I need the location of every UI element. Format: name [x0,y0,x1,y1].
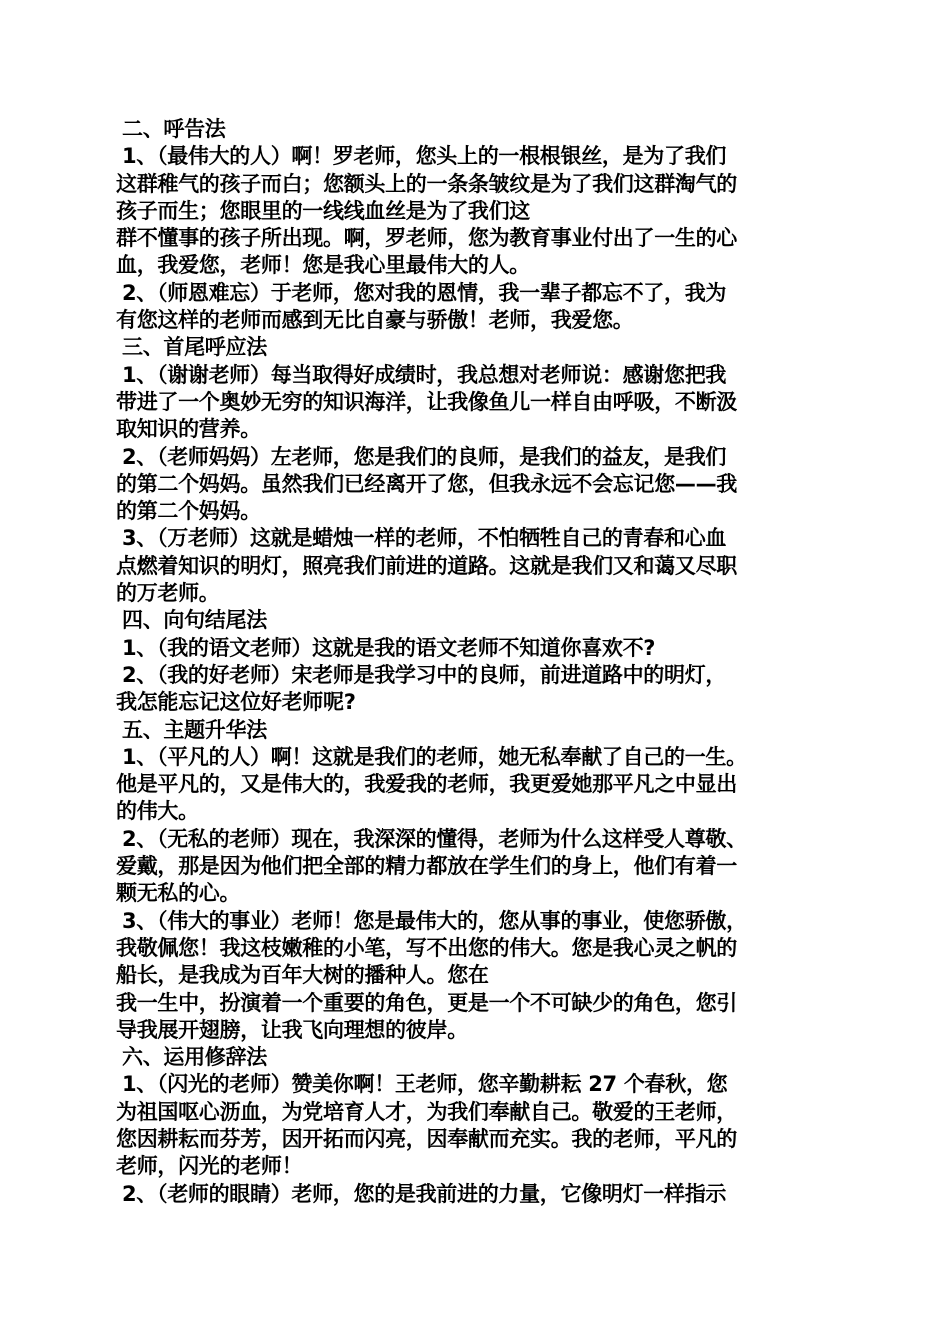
paragraph-line: 的伟大。 [116,799,199,824]
paragraph-line: 的第二个妈妈。 [116,499,261,524]
paragraph-line: 3、（万老师）这就是蜡烛一样的老师，不怕牺牲自己的青春和心血 [122,526,727,551]
paragraph-line: 爱戴，那是因为他们把全部的精力都放在学生们的身上，他们有着一 [116,854,737,879]
paragraph-line: 我一生中，扮演着一个重要的角色，更是一个不可缺少的角色，您引 [116,990,737,1015]
section-heading: 三、首尾呼应法 [122,335,267,360]
paragraph-line: 2、（老师妈妈）左老师，您是我们的良师，是我们的益友，是我们 [122,444,727,469]
paragraph-line: 1、（谢谢老师）每当取得好成绩时，我总想对老师说：感谢您把我 [122,362,727,387]
paragraph-line: 点燃着知识的明灯，照亮我们前进的道路。这就是我们又和蔼又尽职 [116,553,737,578]
paragraph-line: 您因耕耘而芬芳，因开拓而闪亮，因奉献而充实。我的老师，平凡的 [116,1126,737,1151]
paragraph-line: 我敬佩您！我这枝嫩稚的小笔，写不出您的伟大。您是我心灵之帆的 [116,935,737,960]
section-heading: 二、呼告法 [122,117,226,141]
section-heading: 六、运用修辞法 [122,1045,267,1070]
paragraph-line: 1、（平凡的人）啊！这就是我们的老师，她无私奉献了自己的一生。 [122,744,747,769]
paragraph-line: 导我展开翅膀，让我飞向理想的彼岸。 [116,1017,468,1042]
paragraph-line: 1、（我的语文老师）这就是我的语文老师不知道你喜欢不? [122,635,656,660]
paragraph-line: 带进了一个奥妙无穷的知识海洋，让我像鱼儿一样自由呼吸，不断汲 [116,389,737,414]
paragraph-line: 3、（伟大的事业）老师！您是最伟大的，您从事的事业，使您骄傲， [122,908,747,933]
paragraph-line: 2、（老师的眼睛）老师，您的是我前进的力量，它像明灯一样指示 [122,1181,727,1206]
paragraph-line: 的万老师。 [116,581,220,606]
paragraph-line: 我怎能忘记这位好老师呢? [116,690,356,715]
paragraph-line: 取知识的营养。 [116,417,261,442]
paragraph-line: 船长，是我成为百年大树的播种人。您在 [116,963,489,988]
paragraph-line: 2、（我的好老师）宋老师是我学习中的良师，前进道路中的明灯， [122,662,727,687]
paragraph-line: 1、（最伟大的人）啊！罗老师，您头上的一根根银丝，是为了我们 [122,144,727,169]
section-heading: 四、向句结尾法 [122,608,267,633]
paragraph-line: 为祖国呕心沥血，为党培育人才，为我们奉献自己。敬爱的王老师， [116,1099,737,1124]
paragraph-line: 2、（师恩难忘）于老师，您对我的恩情，我一辈子都忘不了，我为 [122,280,727,305]
paragraph-line: 老师，闪光的老师！ [116,1154,303,1179]
paragraph-line: 血，我爱您，老师！您是我心里最伟大的人。 [116,253,530,278]
paragraph-line: 孩子而生；您眼里的一线线血丝是为了我们这 [116,198,530,223]
section-heading: 五、主题升华法 [122,717,267,742]
paragraph-line: 群不懂事的孩子所出现。啊，罗老师，您为教育事业付出了一生的心 [116,226,737,251]
paragraph-line: 这群稚气的孩子而白；您额头上的一条条皱纹是为了我们这群淘气的 [116,171,737,196]
paragraph-line: 的第二个妈妈。虽然我们已经离开了您，但我永远不会忘记您——我 [116,471,737,496]
paragraph-line: 他是平凡的，又是伟大的，我爱我的老师，我更爱她那平凡之中显出 [116,772,737,797]
paragraph-line: 颗无私的心。 [116,881,241,906]
paragraph-line: 1、（闪光的老师）赞美你啊！王老师，您辛勤耕耘 27 个春秋，您 [122,1072,728,1097]
paragraph-line: 2、（无私的老师）现在，我深深的懂得，老师为什么这样受人尊敬、 [122,826,747,851]
paragraph-line: 有您这样的老师而感到无比自豪与骄傲！老师，我爱您。 [116,308,634,333]
